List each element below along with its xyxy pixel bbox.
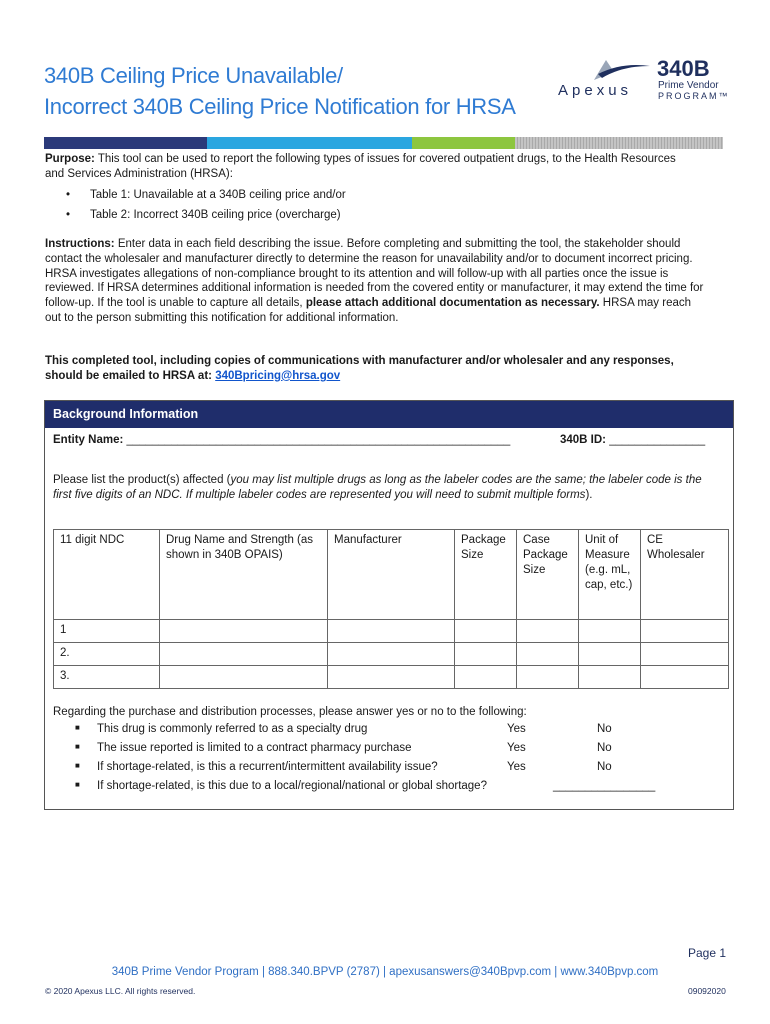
copyright: © 2020 Apexus LLC. All rights reserved. <box>45 986 196 996</box>
product-table-header <box>54 530 729 620</box>
instructions-text: Enter data in each field describing the issue. Before completing and submitting the tool, the stakeholder should contact the wholesaler and manufacturer directly to determine the reason for unavailability and/or to document incorrect pricing. HRSA investigates allegations of non-compliance brought to its attention and will follow-up with all parties once the issue is reviewed. If HRSA determines additional information is needed from the covered entity or manufacturer, it may extend the time for follow-up. If the tool is unable to capture all details, <box>45 238 704 310</box>
footer-contact: 340B Prime Vendor Program | 888.340.BPVP (2787) | apexusanswers@340Bpvp.com | www.340Bpvp.com <box>111 966 659 978</box>
table-cell[interactable] <box>455 666 517 689</box>
table-cell[interactable] <box>517 666 579 689</box>
row-number: 2. <box>54 643 160 666</box>
apexus-logo <box>556 56 728 108</box>
entity-name-label: Entity Name: <box>53 434 124 446</box>
row-number: 3. <box>54 666 160 689</box>
table-cell[interactable] <box>328 620 455 643</box>
yes-option[interactable] <box>503 742 526 754</box>
no-option[interactable] <box>593 761 612 773</box>
header-color-bar <box>44 137 723 149</box>
yes-label: Yes <box>507 742 526 754</box>
product-list-instructions <box>53 473 721 503</box>
logo-program-text: PROGRAM™ <box>658 91 730 101</box>
table-row <box>54 620 729 643</box>
table-row <box>54 643 729 666</box>
table-cell[interactable] <box>455 620 517 643</box>
color-bar-blue <box>207 137 412 149</box>
table-cell[interactable] <box>160 666 328 689</box>
table-row <box>54 666 729 689</box>
table-cell[interactable] <box>328 666 455 689</box>
table-cell[interactable] <box>579 666 641 689</box>
purpose-bullets <box>66 185 346 225</box>
product-table <box>53 529 729 689</box>
square-bullet-icon: ■ <box>75 742 80 751</box>
col-case-package-size: Case Package Size <box>517 530 579 620</box>
purpose-bullet-2: • Table 2: Incorrect 340B ceiling price (overcharge) <box>66 205 346 225</box>
yes-label: Yes <box>507 723 526 735</box>
no-label: No <box>597 723 612 735</box>
table-cell[interactable] <box>579 643 641 666</box>
instructions-tail: HRSA may reach out to the person submitting this notification for additional information. <box>45 297 692 324</box>
instructions-paragraph <box>45 237 710 326</box>
yes-label: Yes <box>507 761 526 773</box>
table-cell[interactable] <box>455 643 517 666</box>
list-suffix: ). <box>585 489 593 501</box>
color-bar-navy <box>44 137 207 149</box>
entity-name-field[interactable] <box>53 434 510 446</box>
shortage-scope-answer-line[interactable]: ________________ <box>553 780 656 792</box>
color-bar-green <box>412 137 515 149</box>
table-cell[interactable] <box>517 643 579 666</box>
background-heading: Background Information <box>45 401 733 428</box>
table-cell[interactable] <box>160 643 328 666</box>
340b-id-line: _______________ <box>606 434 706 446</box>
yes-option[interactable] <box>503 723 526 735</box>
col-ce-wholesaler: CE Wholesaler <box>641 530 729 620</box>
no-label: No <box>597 761 612 773</box>
table-cell[interactable] <box>641 643 729 666</box>
logo-prime-vendor-text: Prime Vendor <box>658 80 719 91</box>
hrsa-email-link[interactable]: 340Bpricing@hrsa.gov <box>215 369 341 382</box>
table-cell[interactable] <box>641 666 729 689</box>
document-date: 09092020 <box>688 986 726 996</box>
purpose-text: This tool can be used to report the following types of issues for covered outpatient drugs, to the Health Resources and Services Administration (HRSA): <box>45 153 676 180</box>
question-text: The issue reported is limited to a contract pharmacy purchase <box>97 742 412 754</box>
question-text: This drug is commonly referred to as a specialty drug <box>97 723 368 735</box>
square-bullet-icon: ■ <box>75 780 80 789</box>
340b-id-label: 340B ID: <box>560 434 607 446</box>
page-number: Page 1 <box>688 946 727 960</box>
purpose-paragraph <box>45 152 685 182</box>
list-prefix: Please list the product(s) affected ( <box>53 474 231 486</box>
instructions-label: Instructions: <box>45 238 115 250</box>
table-cell[interactable] <box>160 620 328 643</box>
title-line-2: Incorrect 340B Ceiling Price Notification for HRSA <box>44 94 516 119</box>
col-drug-name: Drug Name and Strength (as shown in 340B OPAIS) <box>160 530 328 620</box>
color-bar-gray <box>515 137 723 149</box>
question-text: If shortage-related, is this a recurrent/intermittent availability issue? <box>97 761 438 773</box>
table-cell[interactable] <box>328 643 455 666</box>
purpose-label: Purpose: <box>45 153 95 165</box>
logo-340b-text: 340B <box>657 56 710 81</box>
square-bullet-icon: ■ <box>75 761 80 770</box>
document-title <box>44 60 516 122</box>
background-information-section <box>44 400 734 810</box>
col-package-size: Package Size <box>455 530 517 620</box>
no-option[interactable] <box>593 723 612 735</box>
yes-no-intro: Regarding the purchase and distribution processes, please answer yes or no to the following: <box>53 706 527 718</box>
col-manufacturer: Manufacturer <box>328 530 455 620</box>
submission-text: This completed tool, including copies of communications with manufacturer and/or wholesaler and any responses, should be emailed to HRSA at: <box>45 355 674 382</box>
question-text: If shortage-related, is this due to a local/regional/national or global shortage? <box>97 780 487 792</box>
entity-name-line: ____________________________________________________________ <box>123 434 511 446</box>
no-label: No <box>597 742 612 754</box>
purpose-bullet-1: • Table 1: Unavailable at a 340B ceiling price and/or <box>66 185 346 205</box>
instructions-bold: please attach additional documentation as necessary. <box>305 297 600 310</box>
logo-apexus-text: Apexus <box>558 82 633 99</box>
square-bullet-icon: ■ <box>75 723 80 732</box>
row-number: 1 <box>54 620 160 643</box>
list-italic: you may list multiple drugs as long as the labeler codes are the same; the labeler code is the first five digits of an NDC. If multiple labeler codes are represented you will need to submit multiple forms <box>53 474 702 501</box>
col-ndc: 11 digit NDC <box>54 530 160 620</box>
340b-id-field[interactable] <box>560 434 705 446</box>
col-unit-of-measure: Unit of Measure (e.g. mL, cap, etc.) <box>579 530 641 620</box>
table-cell[interactable] <box>641 620 729 643</box>
title-line-1: 340B Ceiling Price Unavailable/ <box>44 63 343 88</box>
apexus-swoosh-icon <box>592 58 652 82</box>
table-cell[interactable] <box>579 620 641 643</box>
table-cell[interactable] <box>517 620 579 643</box>
yes-option[interactable] <box>503 761 526 773</box>
no-option[interactable] <box>593 742 612 754</box>
submission-note <box>45 354 705 384</box>
